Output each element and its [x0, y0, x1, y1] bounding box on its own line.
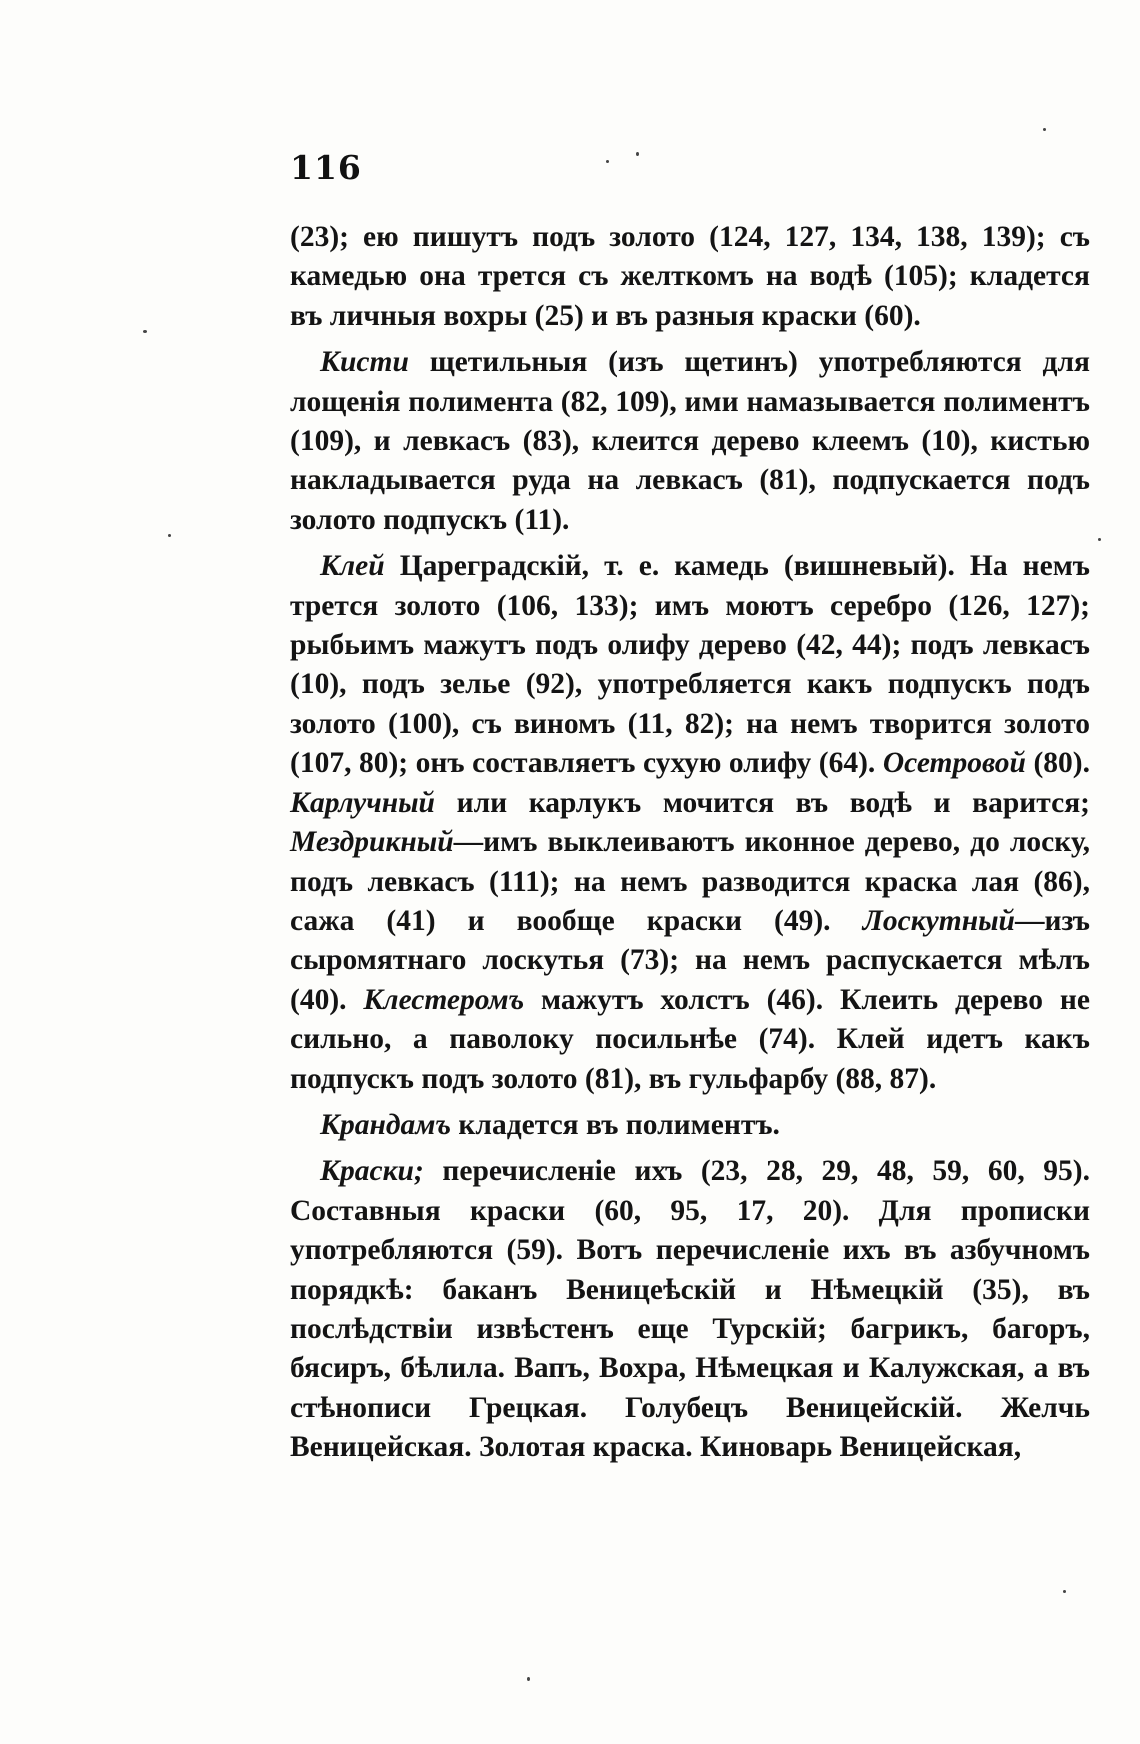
text-segment: щетильныя (изъ щетинъ) употребляются для лощенія полимента (82, 109), ими намазывается полиментъ (109), и левкасъ (83), клеится дерево клеемъ (10), кистью накладывается руда на левкасъ (81), подпускается подъ золото подпускъ (11). — [290, 346, 1090, 536]
text-segment: или карлукъ мочится въ водѣ и варится; — [434, 786, 1090, 819]
heading-term: Клей — [320, 550, 385, 583]
body-text — [290, 218, 1090, 1468]
italic-term: Карлучный — [290, 786, 435, 819]
scan-speck — [1043, 128, 1046, 131]
scan-speck — [636, 152, 639, 156]
text-segment: мажутъ холстъ (46). Клеить дерево не сильно, а паволоку посильнѣе (74). Клей идетъ какъ подпускъ подъ золото (81), въ гульфарбу (88, 87). — [290, 983, 1090, 1095]
text-segment: Цареградскій, т. е. камедь (вишневый). На немъ трется золото (106, 133); имъ моютъ серебро (126, 127); рыбьимъ мажутъ подъ олифу дерево (42, 44); подъ левкасъ (10), подъ зелье (92), употребляется какъ подпускъ подъ золото (100), съ виномъ (11, 82); на немъ творится золото (107, 80); онъ составляетъ сухую олифу (64). — [290, 550, 1090, 780]
paragraph-kraski — [290, 1152, 1090, 1467]
page-number: 116 — [290, 148, 362, 187]
italic-term: Клестеромъ — [363, 983, 525, 1016]
text-segment: —изъ сыромятнаго лоскутья (73); на немъ распускается мѣлъ (40). — [290, 904, 1090, 1016]
scan-speck — [606, 160, 609, 163]
heading-term: Крандамъ — [320, 1108, 452, 1141]
italic-term: Лоскутный — [862, 904, 1015, 937]
heading-term: Краски; — [320, 1155, 424, 1188]
scan-speck — [168, 534, 171, 537]
paragraph-1 — [290, 218, 1090, 336]
paragraph-krandam — [290, 1106, 1090, 1145]
text-segment: (23); ею пишутъ подъ золото (124, 127, 134, 138, 139); съ камедью она трется съ желткомъ на водѣ (105); кладется въ личныя вохры (25) и въ разныя краски (60). — [290, 221, 1090, 332]
scan-speck — [1063, 1590, 1066, 1593]
paragraph-kisti — [290, 343, 1090, 540]
text-segment: —имъ выклеиваютъ иконное дерево, до лоску, подъ левкасъ (111); на немъ разводится краска лая (86), сажа (41) и вообще краски (49). — [290, 826, 1090, 937]
text-segment: (80). — [1025, 747, 1090, 780]
text-segment: перечисленіе ихъ (23, 28, 29, 48, 59, 60, 95). Составныя краски (60, 95, 17, 20). Для прописки употребляются (59). Вотъ перечисленіе ихъ въ азбучномъ порядкѣ: баканъ Веницеѣскій и Нѣмецкій (35), въ послѣдствіи извѣстенъ еще Турскій; багрикъ, багоръ, бясиръ, бѣлила. Вапъ, Вохра, Нѣмецкая и Калужская, а въ стѣнописи Грецкая. Голубецъ Веницейскій. Желчь Веницейская. Золотая краска. Киноварь Веницейская, — [290, 1155, 1090, 1464]
italic-term: Мездрикный — [290, 826, 454, 859]
paragraph-klei — [290, 547, 1090, 1099]
scan-speck — [1098, 538, 1101, 541]
scan-speck — [527, 1677, 530, 1681]
text-segment: кладется въ полиментъ. — [451, 1108, 780, 1141]
italic-term: Осетровой — [882, 747, 1026, 780]
scan-speck — [143, 330, 147, 333]
heading-term: Кисти — [320, 346, 409, 379]
